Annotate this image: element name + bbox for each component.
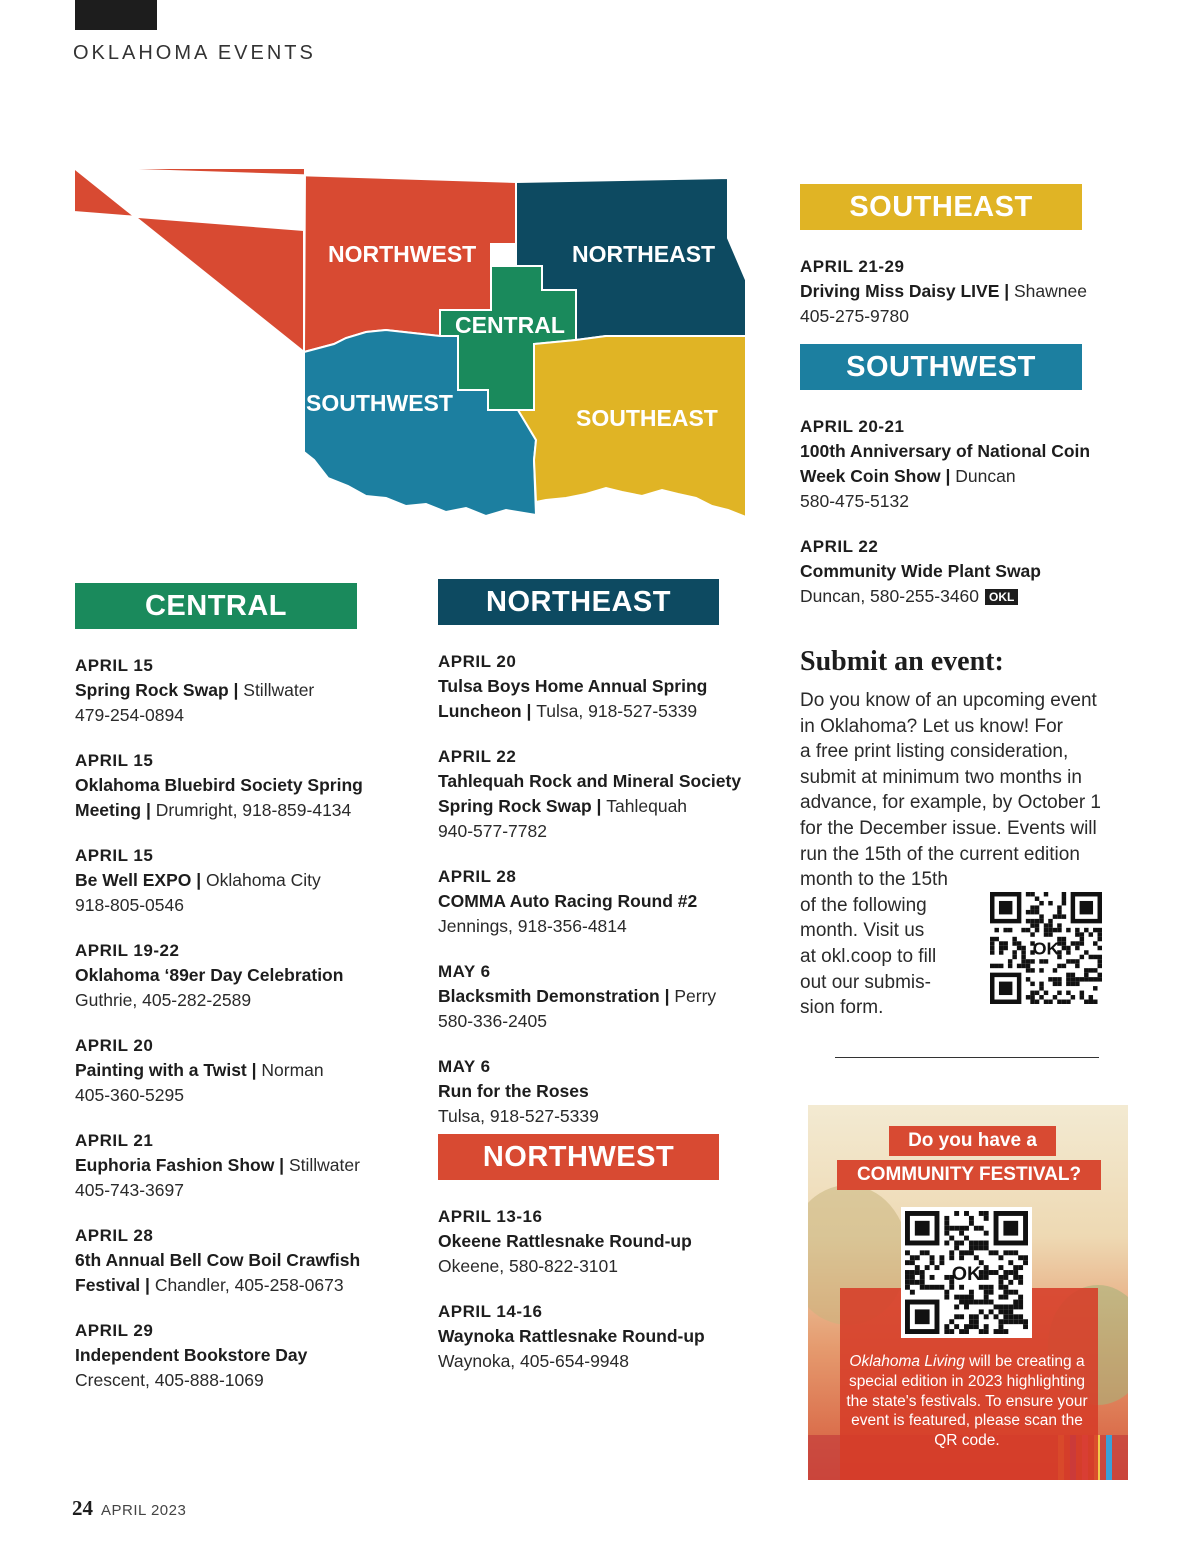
submit-text-line: a free print listing consideration, <box>800 741 1069 763</box>
northwest-banner: NORTHWEST <box>438 1134 719 1180</box>
event-title: COMMA Auto Racing Round #2 <box>438 891 698 911</box>
event-location: Perry <box>674 986 717 1006</box>
submit-text-line: sion form. <box>800 997 884 1019</box>
event-item <box>438 650 758 724</box>
event-contact: Tulsa, 918-527-5339 <box>438 1106 599 1126</box>
event-details <box>75 773 395 823</box>
event-contact: 918-805-0546 <box>75 895 184 915</box>
event-contact: Guthrie, 405-282-2589 <box>75 990 252 1010</box>
qr-center-logo: OK <box>1032 938 1060 959</box>
event-separator: | <box>246 1060 262 1080</box>
event-contact: Crescent, 405-888-1069 <box>75 1370 264 1390</box>
event-date: APRIL 20 <box>75 1036 154 1055</box>
event-separator: | <box>228 680 244 700</box>
event-contact: 405-360-5295 <box>75 1085 184 1105</box>
event-title: Be Well EXPO <box>75 870 192 890</box>
event-separator: | <box>940 466 956 486</box>
event-title: Independent Bookstore Day <box>75 1345 308 1365</box>
event-details <box>438 1324 758 1374</box>
event-details <box>438 984 758 1034</box>
event-item <box>75 1034 395 1108</box>
header-bar <box>75 0 157 30</box>
event-location: Stillwater <box>243 680 315 700</box>
event-details <box>800 279 1130 329</box>
northeast-events <box>438 650 758 1150</box>
magazine-name: Oklahoma Living <box>849 1353 965 1370</box>
submit-text-line: in Oklahoma? Let us know! For <box>800 715 1063 737</box>
submission-qr-code[interactable] <box>990 892 1102 1004</box>
event-details <box>438 674 758 724</box>
event-item <box>75 844 395 918</box>
event-date: APRIL 21-29 <box>800 257 905 276</box>
event-item <box>75 749 395 823</box>
event-details <box>75 963 395 1013</box>
event-location: Tulsa, 918-527-5339 <box>536 701 698 721</box>
event-date: MAY 6 <box>438 1057 491 1076</box>
submit-text-line: month. Visit us <box>800 920 925 942</box>
event-date: APRIL 20 <box>438 652 517 671</box>
event-separator: | <box>521 701 537 721</box>
event-details <box>75 868 395 918</box>
event-contact: 405-743-3697 <box>75 1180 184 1200</box>
event-contact: Okeene, 580-822-3101 <box>438 1256 618 1276</box>
event-item <box>800 535 1130 609</box>
event-date: MAY 6 <box>438 962 491 981</box>
event-date: APRIL 15 <box>75 846 154 865</box>
southwest-events <box>800 415 1130 630</box>
event-title: Euphoria Fashion Show <box>75 1155 275 1175</box>
event-title: Run for the Roses <box>438 1081 589 1101</box>
submit-heading: Submit an event: <box>800 646 1004 677</box>
event-title: Tahlequah Rock and Mineral Society Spring Rock Swap <box>438 771 742 816</box>
event-date: APRIL 29 <box>75 1321 154 1340</box>
divider <box>835 1057 1099 1058</box>
event-item <box>800 415 1130 514</box>
map-label-central: CENTRAL <box>455 312 565 338</box>
event-separator: | <box>274 1155 289 1175</box>
event-details <box>800 559 1130 609</box>
event-date: APRIL 20-21 <box>800 417 905 436</box>
event-contact: 580-475-5132 <box>800 491 909 511</box>
event-title: Spring Rock Swap <box>75 680 229 700</box>
event-date: APRIL 28 <box>438 867 517 886</box>
event-details <box>438 889 758 939</box>
festival-qr-code[interactable] <box>901 1207 1032 1338</box>
event-location: Tahlequah <box>606 796 688 816</box>
event-title: Community Wide Plant Swap <box>800 561 1041 581</box>
event-item <box>438 1205 758 1279</box>
promo-description <box>845 1352 1089 1451</box>
event-item <box>75 1319 395 1393</box>
section-label: OKLAHOMA EVENTS <box>73 42 316 64</box>
event-title: Oklahoma Bluebird Society Spring Meeting <box>75 775 363 820</box>
submit-text-line: Do you know of an upcoming event <box>800 690 1097 711</box>
issue-date: APRIL 2023 <box>101 1502 187 1519</box>
southwest-banner: SOUTHWEST <box>800 344 1082 390</box>
promo-heading-line2: COMMUNITY FESTIVAL? <box>837 1160 1101 1190</box>
event-title: Painting with a Twist <box>75 1060 247 1080</box>
event-details <box>75 1343 395 1393</box>
event-date: APRIL 22 <box>438 747 517 766</box>
event-title: Driving Miss Daisy LIVE <box>800 281 1000 301</box>
submit-text-line: run the 15th of the current edition <box>800 843 1080 865</box>
event-separator: | <box>591 796 607 816</box>
promo-heading-line1: Do you have a <box>889 1126 1056 1156</box>
central-events <box>75 654 395 1414</box>
submit-text-line: advance, for example, by October 1 <box>800 792 1101 814</box>
event-title: Oklahoma ‘89er Day Celebration <box>75 965 344 985</box>
event-date: APRIL 19-22 <box>75 941 180 960</box>
event-date: APRIL 15 <box>75 656 154 675</box>
submit-text-line: submit at minimum two months in <box>800 766 1082 788</box>
event-contact: 940-577-7782 <box>438 821 547 841</box>
event-location: Drumright, 918-859-4134 <box>155 800 352 820</box>
event-separator: | <box>999 281 1014 301</box>
event-item <box>438 1055 758 1129</box>
event-title: Tulsa Boys Home Annual Spring Luncheon <box>438 676 708 721</box>
southeast-banner: SOUTHEAST <box>800 184 1082 230</box>
northwest-events <box>438 1205 758 1395</box>
qr-center-logo: OK <box>951 1262 982 1285</box>
page-number: 24 <box>72 1496 93 1520</box>
submit-text-line: for the December issue. Events will <box>800 817 1097 839</box>
event-separator: | <box>140 1275 155 1295</box>
event-location: Chandler, 405-258-0673 <box>154 1275 344 1295</box>
event-item <box>438 745 758 844</box>
event-date: APRIL 28 <box>75 1226 154 1245</box>
event-location: Oklahoma City <box>206 870 321 890</box>
map-label-northeast: NORTHEAST <box>572 241 716 267</box>
map-label-northwest: NORTHWEST <box>328 241 477 267</box>
event-date: APRIL 13-16 <box>438 1207 543 1226</box>
event-location: Duncan <box>955 466 1016 486</box>
event-item <box>438 1300 758 1374</box>
event-details <box>438 769 758 844</box>
event-item <box>438 865 758 939</box>
submit-text-line: of the following <box>800 894 927 916</box>
event-date: APRIL 15 <box>75 751 154 770</box>
event-title: Waynoka Rattlesnake Round-up <box>438 1326 705 1346</box>
event-item <box>75 1129 395 1203</box>
event-item <box>75 1224 395 1298</box>
event-title: Blacksmith Demonstration <box>438 986 660 1006</box>
event-contact: 479-254-0894 <box>75 705 184 725</box>
event-contact: Waynoka, 405-654-9948 <box>438 1351 630 1371</box>
map-label-southeast: SOUTHEAST <box>576 405 718 431</box>
submit-text-line: month to the 15th <box>800 869 948 891</box>
central-banner: CENTRAL <box>75 583 357 629</box>
event-title: Okeene Rattlesnake Round-up <box>438 1231 692 1251</box>
event-contact: 580-336-2405 <box>438 1011 547 1031</box>
promo-description-text: will be creating a special edition in 2023 highlighting the state's festivals. To ensure your event is featured, please scan the QR code. <box>846 1353 1088 1450</box>
event-details <box>75 1248 395 1298</box>
event-item <box>800 255 1130 329</box>
page-footer <box>72 1496 186 1521</box>
event-item <box>75 654 395 728</box>
event-separator: | <box>191 870 207 890</box>
event-location: Shawnee <box>1014 281 1087 301</box>
event-details <box>75 1153 395 1203</box>
event-location: Norman <box>261 1060 324 1080</box>
event-details <box>438 1079 758 1129</box>
event-contact: 405-275-9780 <box>800 306 909 326</box>
event-date: APRIL 21 <box>75 1131 154 1150</box>
event-details <box>438 1229 758 1279</box>
event-item <box>75 939 395 1013</box>
submit-text-line: at okl.coop to fill <box>800 945 937 967</box>
event-item <box>438 960 758 1034</box>
southeast-events <box>800 255 1130 350</box>
event-contact: Jennings, 918-356-4814 <box>438 916 627 936</box>
event-separator: | <box>141 800 156 820</box>
oklahoma-region-map <box>66 160 756 530</box>
okl-logo-badge: OKL <box>985 589 1018 605</box>
event-details <box>75 1058 395 1108</box>
submit-text-line: out our submis- <box>800 971 931 993</box>
event-details <box>75 678 395 728</box>
event-title: 6th Annual Bell Cow Boil Crawfish Festival <box>75 1250 361 1295</box>
event-date: APRIL 14-16 <box>438 1302 543 1321</box>
event-separator: | <box>659 986 675 1006</box>
event-details <box>800 439 1130 514</box>
map-label-southwest: SOUTHWEST <box>306 390 453 416</box>
event-contact: Duncan, 580-255-3460 <box>800 586 980 606</box>
northeast-banner: NORTHEAST <box>438 579 719 625</box>
event-date: APRIL 22 <box>800 537 879 556</box>
event-location: Stillwater <box>288 1155 360 1175</box>
event-title: 100th Anniversary of National Coin Week Coin Show <box>800 441 1091 486</box>
